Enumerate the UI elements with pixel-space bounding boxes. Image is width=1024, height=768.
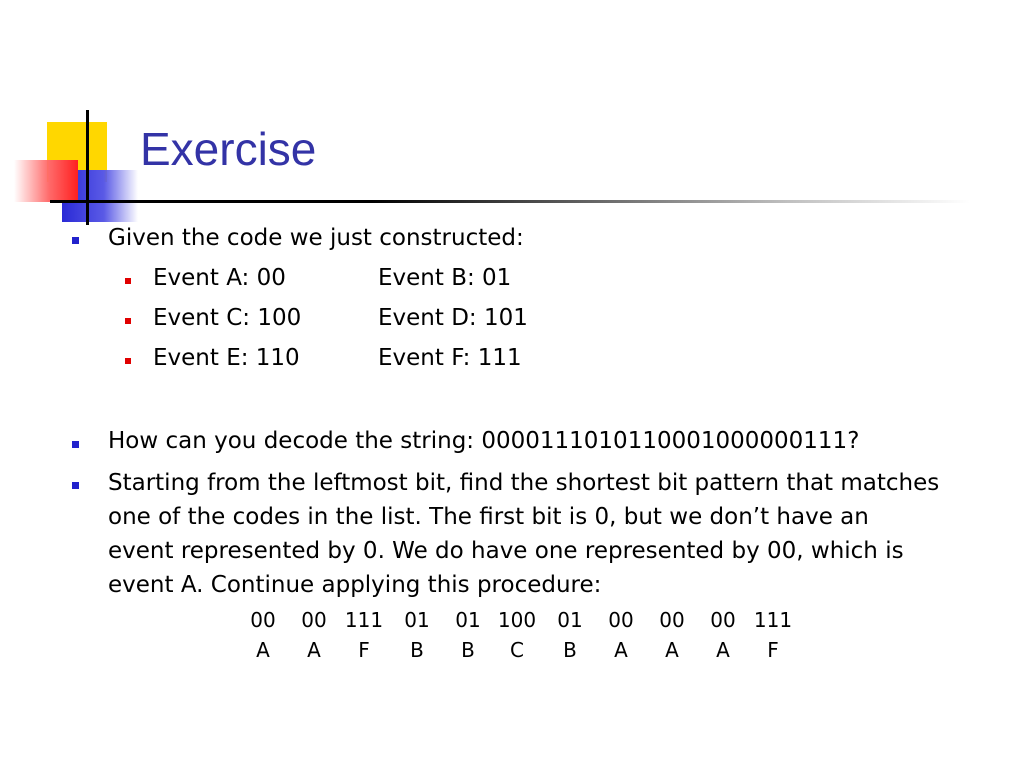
decode-event: C bbox=[510, 638, 524, 662]
decode-event: B bbox=[410, 638, 424, 662]
bullet-icon bbox=[72, 482, 79, 489]
decode-event: A bbox=[307, 638, 321, 662]
decode-event: F bbox=[767, 638, 779, 662]
explanation-text bbox=[108, 466, 1018, 602]
event-left: Event E: 110 bbox=[153, 345, 300, 371]
explanation-line: one of the codes in the list. The first bit is 0, but we don’t have an bbox=[108, 504, 869, 530]
bullet-icon bbox=[125, 278, 131, 284]
decode-code: 00 bbox=[659, 608, 685, 632]
decode-code: 111 bbox=[344, 608, 384, 632]
decode-code: 01 bbox=[455, 608, 481, 632]
event-right: Event D: 101 bbox=[378, 305, 528, 331]
title-underline bbox=[50, 200, 970, 203]
bullet-icon bbox=[125, 358, 131, 364]
explanation-line: event A. Continue applying this procedure: bbox=[108, 572, 602, 598]
decode-code: 100 bbox=[497, 608, 537, 632]
decode-code: 00 bbox=[608, 608, 634, 632]
decode-code: 00 bbox=[710, 608, 736, 632]
decode-event: A bbox=[614, 638, 628, 662]
decode-event: A bbox=[716, 638, 730, 662]
decode-event: B bbox=[563, 638, 577, 662]
explanation-line: Starting from the leftmost bit, find the shortest bit pattern that matches bbox=[108, 470, 940, 496]
event-right: Event B: 01 bbox=[378, 265, 512, 291]
bullet-icon bbox=[72, 237, 79, 244]
decode-event: F bbox=[358, 638, 370, 662]
bullet-icon bbox=[125, 318, 131, 324]
decode-event: B bbox=[461, 638, 475, 662]
event-right: Event F: 111 bbox=[378, 345, 522, 371]
decode-code: 00 bbox=[250, 608, 276, 632]
logo-red-square bbox=[14, 160, 78, 202]
decode-event: A bbox=[665, 638, 679, 662]
event-left: Event C: 100 bbox=[153, 305, 302, 331]
decode-code: 00 bbox=[301, 608, 327, 632]
question-text: How can you decode the string: 0000111010110001000000111? bbox=[108, 428, 860, 454]
slide-title: Exercise bbox=[140, 123, 317, 175]
bullet-icon bbox=[72, 441, 79, 448]
intro-text: Given the code we just constructed: bbox=[108, 225, 524, 251]
explanation-line: event represented by 0. We do have one represented by 00, which is bbox=[108, 538, 904, 564]
decode-event: A bbox=[256, 638, 270, 662]
decode-code: 01 bbox=[404, 608, 430, 632]
decode-code: 111 bbox=[753, 608, 793, 632]
decode-code: 01 bbox=[557, 608, 583, 632]
logo-vertical-line bbox=[86, 110, 89, 225]
event-left: Event A: 00 bbox=[153, 265, 286, 291]
